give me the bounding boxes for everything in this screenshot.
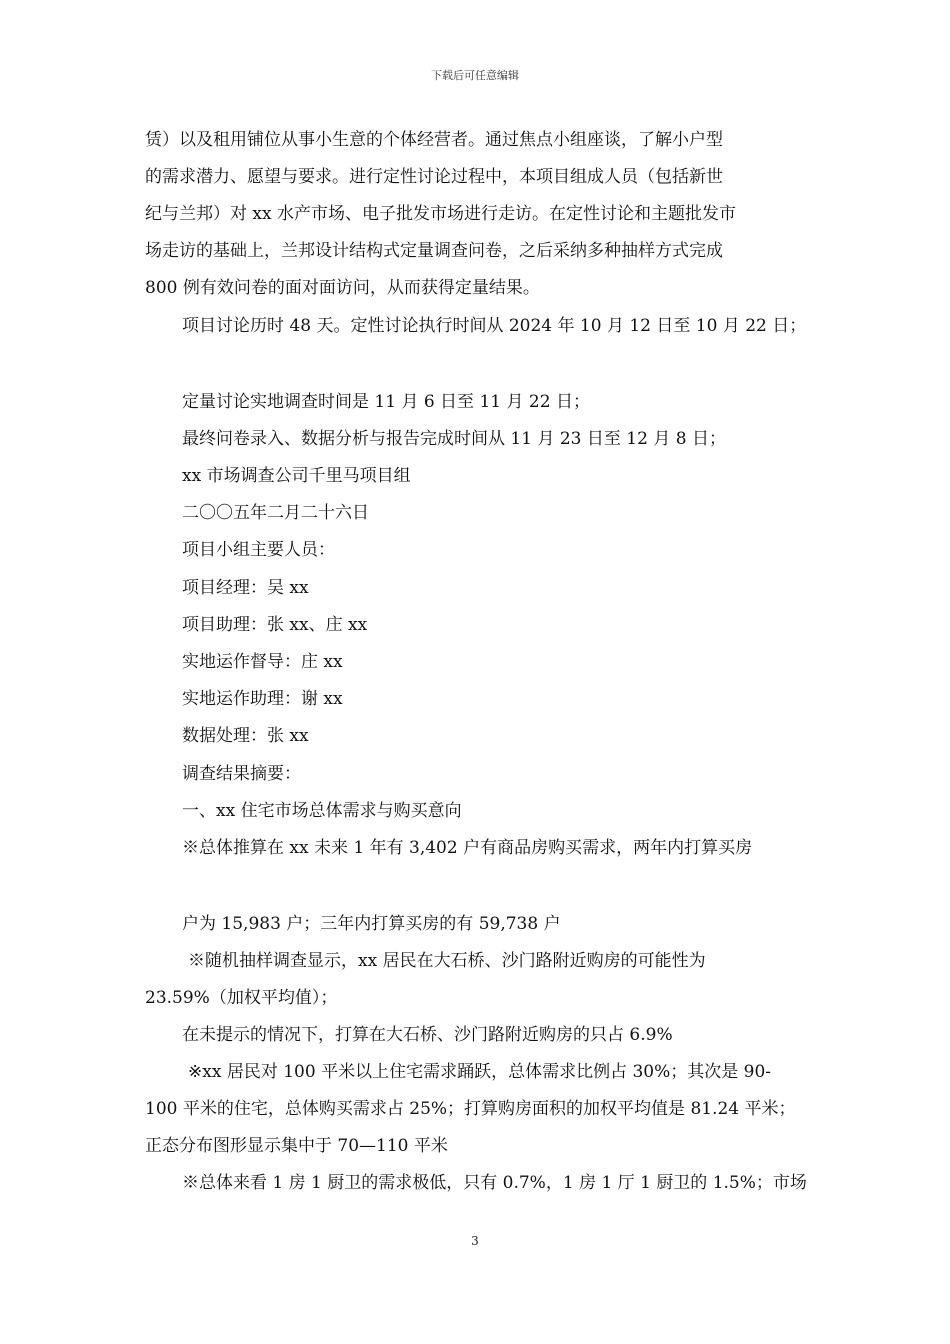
paragraph-line: ※随机抽样调查显示，xx 居民在大石桥、沙门路附近购房的可能性为 xyxy=(188,951,706,971)
paragraph-line: 纪与兰邦）对 xx 水产市场、电子批发市场进行走访。在定性讨论和主题批发市 xyxy=(145,204,736,224)
paragraph-line: 100 平米的住宅，总体购买需求占 25%；打算购房面积的加权平均值是 81.24 平米； xyxy=(145,1099,796,1119)
team-member: 项目助理：张 xx、庄 xx xyxy=(182,615,368,635)
section-heading: 调查结果摘要： xyxy=(182,764,301,784)
section-heading: 一、xx 住宅市场总体需求与购买意向 xyxy=(182,801,462,821)
paragraph-line: ※xx 居民对 100 平米以上住宅需求踊跃，总体需求比例占 30%；其次是 90- xyxy=(188,1062,772,1082)
paragraph-line: 的需求潜力、愿望与要求。进行定性讨论过程中，本项目组成人员（包括新世 xyxy=(145,167,723,187)
team-member: 项目经理：吴 xx xyxy=(182,578,309,598)
paragraph-line: 赁）以及租用铺位从事小生意的个体经营者。通过焦点小组座谈，了解小户型 xyxy=(145,130,723,150)
company-name: xx 市场调查公司千里马项目组 xyxy=(182,466,411,486)
paragraph-line: 正态分布图形显示集中于 70—110 平米 xyxy=(145,1136,448,1156)
team-heading: 项目小组主要人员： xyxy=(182,540,335,560)
paragraph-line: 户为 15,983 户；三年内打算买房的有 59,738 户 xyxy=(182,914,561,934)
paragraph-line: 定量讨论实地调查时间是 11 月 6 日至 11 月 22 日； xyxy=(182,392,590,412)
team-member: 实地运作督导：庄 xx xyxy=(182,652,343,672)
page-number: 3 xyxy=(471,1234,479,1248)
team-member: 数据处理：张 xx xyxy=(182,726,309,746)
paragraph-line: ※总体推算在 xx 未来 1 年有 3,402 户有商品房购买需求，两年内打算买房 xyxy=(182,838,753,858)
paragraph-line: 最终问卷录入、数据分析与报告完成时间从 11 月 23 日至 12 月 8 日； xyxy=(182,429,726,449)
paragraph-line: 场走访的基础上，兰邦设计结构式定量调查问卷，之后采纳多种抽样方式完成 xyxy=(145,241,723,261)
paragraph-line: 800 例有效问卷的面对面访问，从而获得定量结果。 xyxy=(145,278,540,298)
paragraph-line: 23.59%（加权平均值）； xyxy=(145,988,338,1008)
page-header: 下载后可任意编辑 xyxy=(431,69,519,82)
paragraph-line: 在未提示的情况下，打算在大石桥、沙门路附近购房的只占 6.9% xyxy=(182,1025,673,1045)
paragraph-line: ※总体来看 1 房 1 厨卫的需求极低，只有 0.7%，1 房 1 厅 1 厨卫的 1.5%；市场 xyxy=(182,1173,807,1193)
date-line: 二〇〇五年二月二十六日 xyxy=(182,503,369,523)
paragraph-line: 项目讨论历时 48 天。定性讨论执行时间从 2024 年 10 月 12 日至 10 月 22 日； xyxy=(182,316,807,336)
team-member: 实地运作助理：谢 xx xyxy=(182,689,343,709)
